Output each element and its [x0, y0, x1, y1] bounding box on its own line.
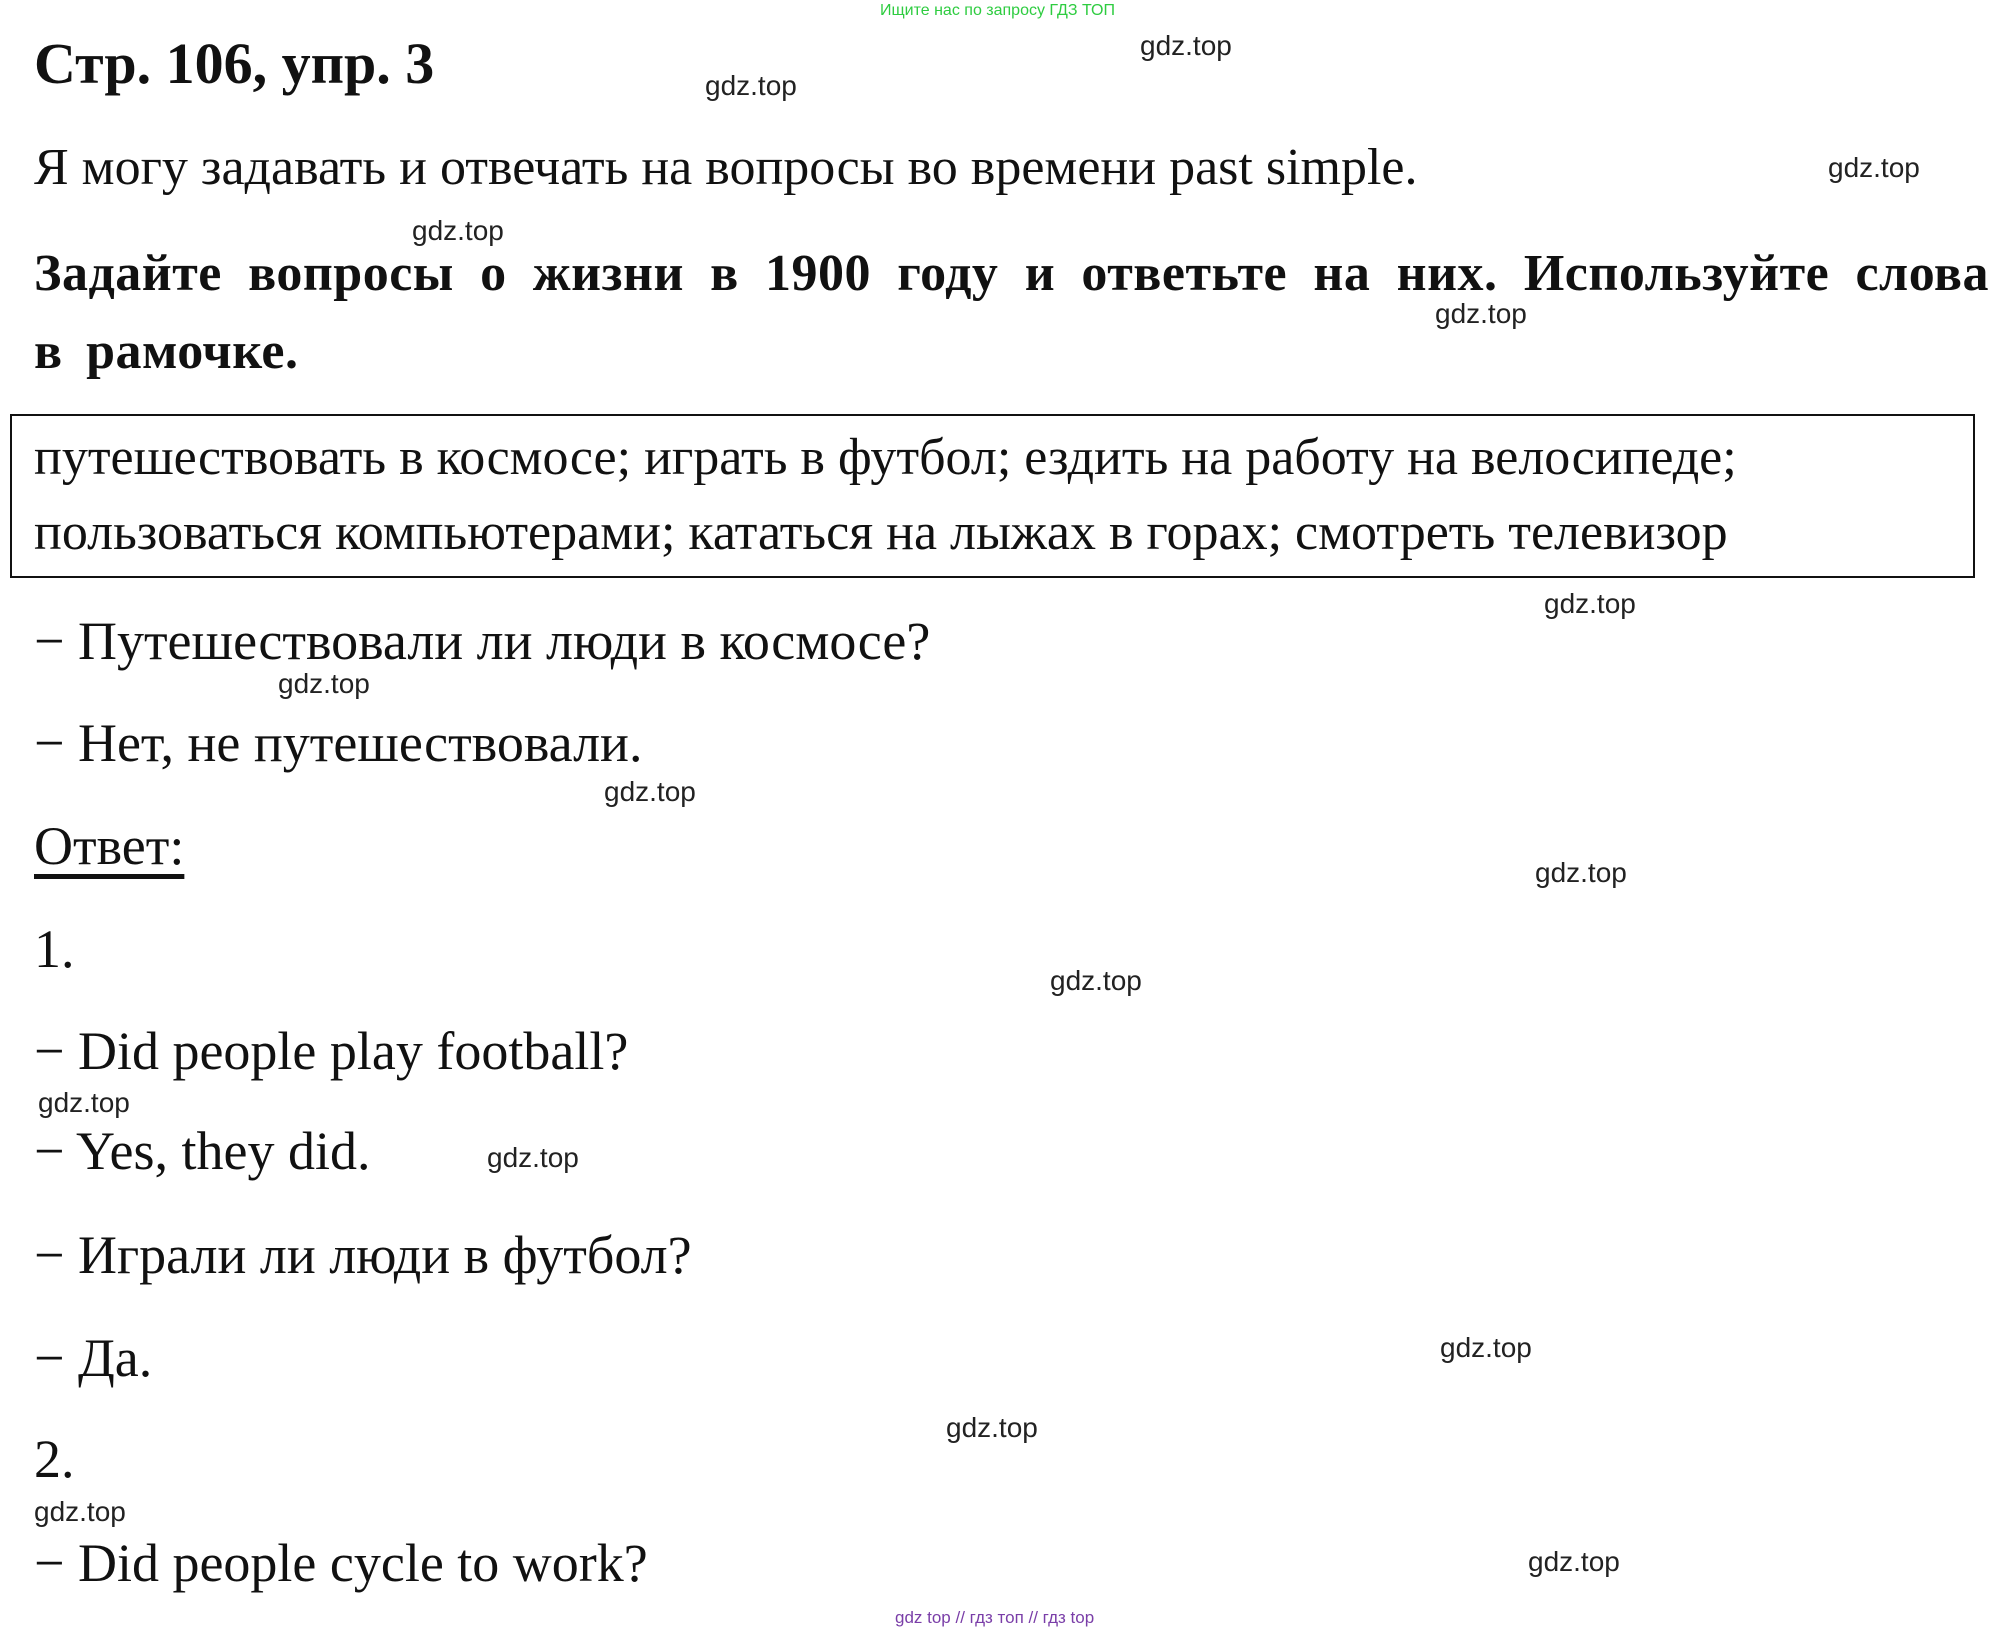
watermark: gdz.top [38, 1087, 130, 1118]
word-box-line-1: путешествовать в космосе; играть в футбол; ездить на работу на велосипеде; [34, 429, 1737, 486]
answer-2-number: 2. [34, 1429, 75, 1489]
watermark: gdz.top [1435, 298, 1527, 329]
watermark: gdz.top [1140, 30, 1232, 61]
footer-watermark: gdz top // гдз топ // гдз top [895, 1608, 1095, 1627]
watermark: gdz.top [1535, 857, 1627, 888]
watermark: gdz.top [1544, 588, 1636, 619]
watermark: gdz.top [487, 1142, 579, 1173]
watermark: gdz.top [1528, 1546, 1620, 1577]
watermark: gdz.top [946, 1412, 1038, 1443]
learning-objective: Я могу задавать и отвечать на вопросы во времени past simple. [34, 139, 1418, 196]
answer-1-number: 1. [34, 919, 75, 979]
watermark: gdz.top [34, 1496, 126, 1527]
watermark: gdz.top [412, 215, 504, 246]
search-hint-banner: Ищите нас по запросу ГДЗ ТОП [880, 2, 1115, 19]
answer-1-answer-ru: − Да. [34, 1328, 153, 1388]
page-title: Стр. 106, упр. 3 [34, 31, 435, 96]
watermark: gdz.top [278, 668, 370, 699]
example-answer: − Нет, не путешествовали. [34, 713, 643, 773]
answer-1-answer-en: − Yes, they did. [34, 1121, 371, 1181]
watermark: gdz.top [1440, 1332, 1532, 1363]
answer-1-question-en: − Did people play football? [34, 1021, 629, 1081]
watermark: gdz.top [1050, 965, 1142, 996]
watermark: gdz.top [705, 70, 797, 101]
answer-2-question-en: − Did people cycle to work? [34, 1533, 648, 1593]
answer-1-question-ru: − Играли ли люди в футбол? [34, 1225, 692, 1285]
watermark: gdz.top [604, 776, 696, 807]
word-box-line-2: пользоваться компьютерами; кататься на лыжах в горах; смотреть телевизор [34, 504, 1728, 561]
task-instruction: Задайте вопросы о жизни в 1900 году и ответьте на них. Используйте слова в рамочке. [34, 245, 1989, 380]
watermark: gdz.top [1828, 152, 1920, 183]
example-question: − Путешествовали ли люди в космосе? [34, 611, 931, 671]
answer-label: Ответ: [34, 816, 185, 876]
